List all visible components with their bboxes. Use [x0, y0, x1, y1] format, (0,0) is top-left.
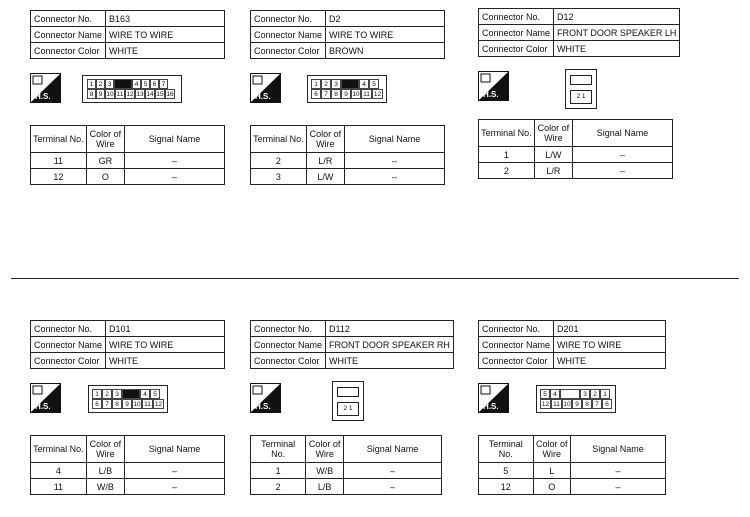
signal-name-header: Signal Name [344, 126, 444, 153]
pin: 6 [602, 399, 612, 409]
key-slot [337, 387, 359, 397]
connector-name-value: WIRE TO WIRE [326, 27, 445, 43]
connector-color-value: WHITE [554, 353, 666, 369]
key-block [122, 389, 140, 399]
connector-block-d112 [250, 320, 450, 495]
key-slot [570, 75, 592, 85]
connector-info-table [30, 320, 225, 369]
connector-no-value: D201 [554, 321, 666, 337]
connector-name-label: Connector Name [251, 27, 326, 43]
signal-name-header: Signal Name [570, 436, 665, 463]
table-row: 5 L – [479, 463, 666, 479]
pin: 12 [126, 91, 134, 98]
connector-color-value: WHITE [554, 41, 680, 57]
table-row: 11 GR – [31, 153, 225, 169]
color-of-wire-header: Color of Wire [306, 126, 344, 153]
pin: 6 [92, 399, 102, 409]
hs-icon [250, 383, 281, 413]
hs-icon [30, 73, 61, 103]
terminal-no-header: Terminal No. [479, 436, 534, 463]
table-row: 1 L/W – [479, 147, 673, 163]
pin: 5 [150, 389, 160, 399]
pin: 2 [321, 79, 331, 89]
connector-no-label: Connector No. [479, 321, 554, 337]
pin: 7 [592, 399, 602, 409]
table-row: 1 W/B – [251, 463, 442, 479]
pin: 4 [132, 79, 141, 89]
pin: 5 [141, 79, 150, 89]
connector-info-table [30, 10, 225, 59]
connector-name-value: WIRE TO WIRE [106, 27, 225, 43]
pin: 12 [154, 401, 163, 408]
pin: 6 [150, 79, 159, 89]
pin: 1 [311, 79, 321, 89]
connector-diagram [30, 69, 225, 113]
terminal-no-header: Terminal No. [251, 436, 306, 463]
connector-color-label: Connector Color [31, 43, 106, 59]
pin: 2 [590, 389, 600, 399]
color-of-wire-header: Color of Wire [306, 436, 344, 463]
pin: 7 [321, 89, 331, 99]
connector-name-label: Connector Name [479, 25, 554, 41]
connector-name-label: Connector Name [251, 337, 326, 353]
pin: 3 [580, 389, 590, 399]
pin: 3 [105, 79, 114, 89]
connector-block-d201 [478, 320, 666, 495]
pin: 9 [122, 399, 132, 409]
pin: 9 [341, 89, 351, 99]
speaker-connector-face [565, 69, 597, 109]
svg-text:H.S.: H.S. [35, 402, 51, 411]
connector-color-value: BROWN [326, 43, 445, 59]
connector-block-b163 [30, 10, 225, 185]
pin: 16 [166, 91, 174, 98]
pin: 11 [142, 399, 153, 409]
terminal-table [478, 119, 673, 179]
connector-name-value: FRONT DOOR SPEAKER RH [326, 337, 454, 353]
connector-info-table [250, 320, 454, 369]
connector-info-table [478, 320, 666, 369]
key-block [341, 79, 359, 89]
pin: 10 [133, 401, 141, 408]
connector-no-value: D2 [326, 11, 445, 27]
connector-face [88, 385, 168, 413]
speaker-connector-face [332, 381, 364, 421]
svg-text:H.S.: H.S. [255, 92, 271, 101]
connector-no-label: Connector No. [31, 321, 106, 337]
signal-name-header: Signal Name [124, 126, 224, 153]
hs-icon [30, 383, 61, 413]
signal-name-header: Signal Name [344, 436, 442, 463]
connector-info-table [250, 10, 445, 59]
connector-color-label: Connector Color [479, 41, 554, 57]
connector-no-label: Connector No. [31, 11, 106, 27]
pin: 3 [112, 389, 122, 399]
pin: 8 [331, 89, 341, 99]
pin: 4 [550, 389, 560, 399]
pin: 4 [140, 389, 150, 399]
connector-no-label: Connector No. [251, 321, 326, 337]
hs-icon [478, 383, 509, 413]
pin: 14 [146, 91, 154, 98]
connector-diagram [478, 379, 666, 423]
pin: 2 [102, 389, 112, 399]
connector-color-label: Connector Color [31, 353, 106, 369]
color-of-wire-header: Color of Wire [534, 120, 572, 147]
terminal-no-header: Terminal No. [31, 126, 87, 153]
connector-name-label: Connector Name [31, 337, 106, 353]
pin: 2 [96, 79, 105, 89]
connector-color-label: Connector Color [479, 353, 554, 369]
table-row: 2 L/R – [251, 153, 445, 169]
connector-block-d12 [478, 8, 677, 179]
pin: 7 [159, 79, 168, 89]
connector-no-label: Connector No. [479, 9, 554, 25]
pin: 1 [87, 79, 96, 89]
hs-icon [250, 73, 281, 103]
pin: 11 [116, 91, 124, 98]
connector-face [82, 75, 182, 103]
pin: 12 [541, 401, 550, 408]
pin: 7 [102, 399, 112, 409]
connector-name-label: Connector Name [479, 337, 554, 353]
connector-no-label: Connector No. [251, 11, 326, 27]
svg-text:H.S.: H.S. [35, 92, 51, 101]
color-of-wire-header: Color of Wire [533, 436, 570, 463]
pin: 10 [106, 91, 114, 98]
terminal-no-header: Terminal No. [251, 126, 307, 153]
connector-block-d101 [30, 320, 225, 495]
connector-no-value: D101 [106, 321, 225, 337]
connector-face [536, 385, 616, 413]
connector-no-value: B163 [106, 11, 225, 27]
terminal-table [250, 435, 442, 495]
table-row: 3 L/W – [251, 169, 445, 185]
color-of-wire-header: Color of Wire [86, 436, 124, 463]
connector-name-value: WIRE TO WIRE [106, 337, 225, 353]
color-of-wire-header: Color of Wire [86, 126, 124, 153]
table-row: 2 L/R – [479, 163, 673, 179]
connector-color-label: Connector Color [251, 353, 326, 369]
pin: 1 [600, 389, 610, 399]
connector-name-value: FRONT DOOR SPEAKER LH [554, 25, 680, 41]
pin: 9 [96, 89, 105, 99]
pin: 13 [136, 91, 144, 98]
pin: 8 [87, 89, 96, 99]
pin: 5 [369, 79, 379, 89]
connector-color-value: WHITE [106, 43, 225, 59]
table-row: 12 O – [31, 169, 225, 185]
pin: 15 [156, 91, 164, 98]
pin: 4 [359, 79, 369, 89]
terminal-table [30, 125, 225, 185]
connector-block-d2 [250, 10, 445, 185]
pin: 10 [563, 401, 571, 408]
connector-info-table [478, 8, 680, 57]
connector-color-value: WHITE [326, 353, 454, 369]
pin: 3 [331, 79, 341, 89]
svg-text:H.S.: H.S. [255, 402, 271, 411]
pin: 8 [112, 399, 122, 409]
key-slot [560, 389, 580, 399]
pin: 12 [373, 91, 382, 98]
svg-text:H.S.: H.S. [483, 90, 499, 99]
connector-color-value: WHITE [106, 353, 225, 369]
pin: 6 [311, 89, 321, 99]
section-divider [11, 278, 739, 279]
terminal-table [250, 125, 445, 185]
pin: 11 [551, 399, 562, 409]
terminal-table [478, 435, 666, 495]
pin: 10 [352, 91, 360, 98]
key-block [114, 79, 132, 89]
table-row: 4 L/B – [31, 463, 225, 479]
table-row: 12 O – [479, 479, 666, 495]
connector-color-label: Connector Color [251, 43, 326, 59]
connector-name-label: Connector Name [31, 27, 106, 43]
hs-icon [478, 71, 509, 101]
connector-face [307, 75, 387, 103]
pin-labels: 2 1 [337, 402, 359, 416]
pin: 8 [582, 399, 592, 409]
terminal-no-header: Terminal No. [31, 436, 87, 463]
pin: 5 [540, 389, 550, 399]
connector-no-value: D112 [326, 321, 454, 337]
connector-name-value: WIRE TO WIRE [554, 337, 666, 353]
signal-name-header: Signal Name [124, 436, 224, 463]
terminal-table [30, 435, 225, 495]
pin: 11 [361, 89, 372, 99]
table-row: 11 W/B – [31, 479, 225, 495]
connector-diagram [30, 379, 225, 423]
pin: 9 [572, 399, 582, 409]
table-row: 2 L/B – [251, 479, 442, 495]
terminal-no-header: Terminal No. [479, 120, 535, 147]
pin: 1 [92, 389, 102, 399]
connector-no-value: D12 [554, 9, 680, 25]
connector-diagram [250, 69, 445, 113]
connector-diagram [250, 379, 442, 423]
signal-name-header: Signal Name [572, 120, 672, 147]
pin-labels: 2 1 [570, 90, 592, 104]
svg-text:H.S.: H.S. [483, 402, 499, 411]
connector-diagram [478, 67, 673, 111]
